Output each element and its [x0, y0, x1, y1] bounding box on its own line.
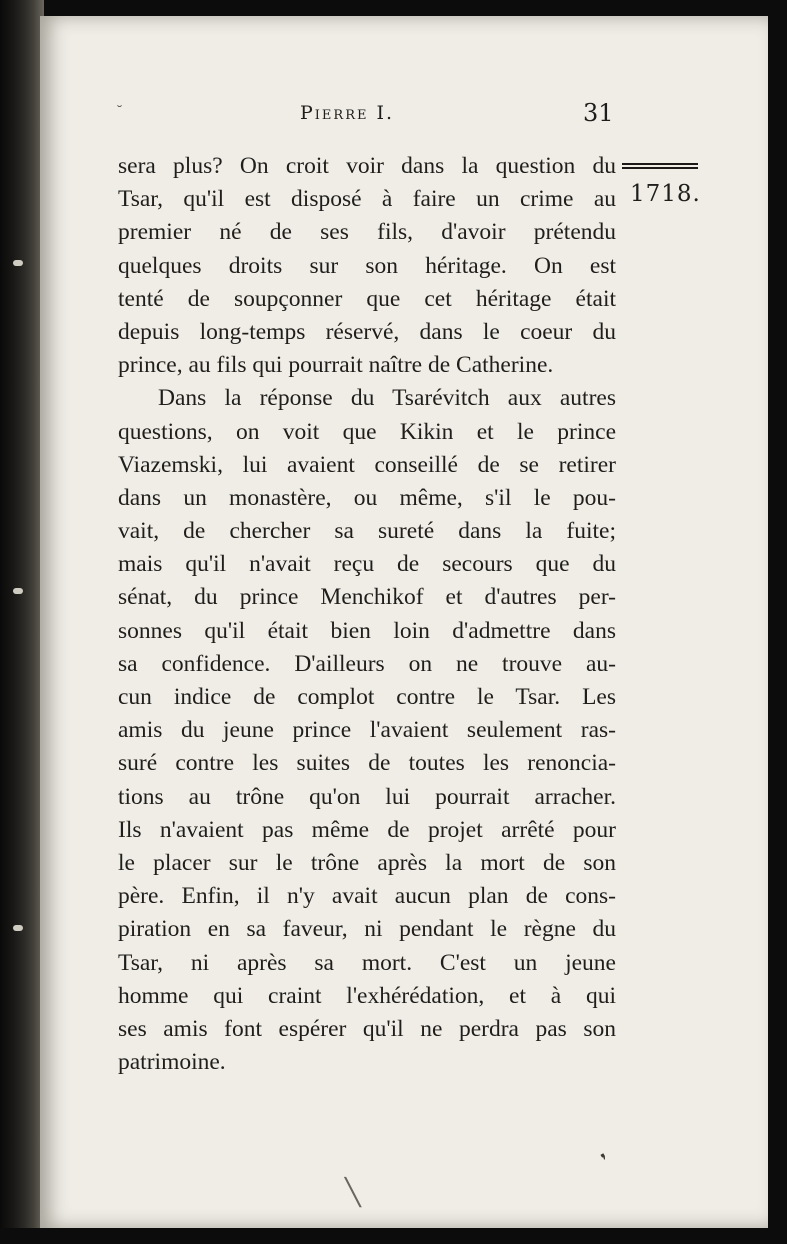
text-line: le placer sur le trône après la mort de son — [118, 849, 616, 876]
margin-rule — [622, 163, 698, 173]
scan-border-bottom — [0, 1228, 787, 1244]
stray-mark: ˘ — [116, 104, 123, 120]
page-header — [0, 98, 787, 138]
text-line: mais qu'il n'avait reçu de secours que du — [118, 551, 616, 578]
text-line: suré contre les suites de toutes les renoncia- — [118, 750, 616, 777]
text-line: ses amis font espérer qu'il ne perdra pas son — [118, 1015, 616, 1042]
text-line: sénat, du prince Menchikof et d'autres per- — [118, 584, 616, 611]
text-line: tions au trône qu'on lui pourrait arracher. — [118, 783, 616, 810]
text-line: père. Enfin, il n'y avait aucun plan de cons- — [118, 883, 616, 910]
text-line: vait, de chercher sa sureté dans la fuite; — [118, 518, 616, 545]
ink-speck: ╲ — [345, 1178, 361, 1208]
text-line: quelques droits sur son héritage. On est — [118, 252, 616, 279]
text-line: Dans la réponse du Tsarévitch aux autres — [158, 385, 616, 412]
text-line: amis du jeune prince l'avaient seulement ras- — [118, 717, 616, 744]
text-line: sa confidence. D'ailleurs on ne trouve au- — [118, 650, 616, 677]
ink-speck: ❜ — [598, 1149, 614, 1172]
running-head: Pierre I. — [300, 102, 395, 124]
margin-year-note: 1718. — [630, 181, 701, 207]
binding-thread-mark — [13, 925, 23, 931]
text-line: Tsar, qu'il est disposé à faire un crime au — [118, 186, 616, 213]
book-spine-edge — [0, 0, 44, 1244]
text-line: prince, au fils qui pourrait naître de Catherine. — [118, 352, 554, 379]
text-line: sera plus? On croit voir dans la question du — [118, 153, 616, 179]
text-line: dans un monastère, ou même, s'il le pou- — [118, 484, 616, 511]
text-line: homme qui craint l'exhérédation, et à qui — [118, 982, 616, 1009]
text-line: piration en sa faveur, ni pendant le règne du — [118, 916, 616, 943]
text-line: tenté de soupçonner que cet héritage était — [118, 285, 616, 312]
text-line: cun indice de complot contre le Tsar. Les — [118, 684, 616, 710]
text-line: Ils n'avaient pas même de projet arrêté pour — [118, 816, 616, 843]
text-line: Tsar, ni après sa mort. C'est un jeune — [118, 949, 616, 976]
text-line: patrimoine. — [118, 1049, 226, 1076]
text-line: premier né de ses fils, d'avoir prétendu — [118, 219, 616, 246]
text-line: sonnes qu'il était bien loin d'admettre dans — [118, 617, 616, 644]
text-line: depuis long-temps réservé, dans le coeur du — [118, 318, 616, 345]
body-text — [118, 150, 616, 1079]
scan-border-right — [768, 0, 787, 1244]
page-number: 31 — [583, 99, 614, 127]
binding-thread-mark — [13, 588, 23, 594]
text-line: Viazemski, lui avaient conseillé de se retirer — [118, 451, 616, 478]
binding-thread-mark — [13, 260, 23, 266]
text-line: questions, on voit que Kikin et le prince — [118, 418, 616, 445]
